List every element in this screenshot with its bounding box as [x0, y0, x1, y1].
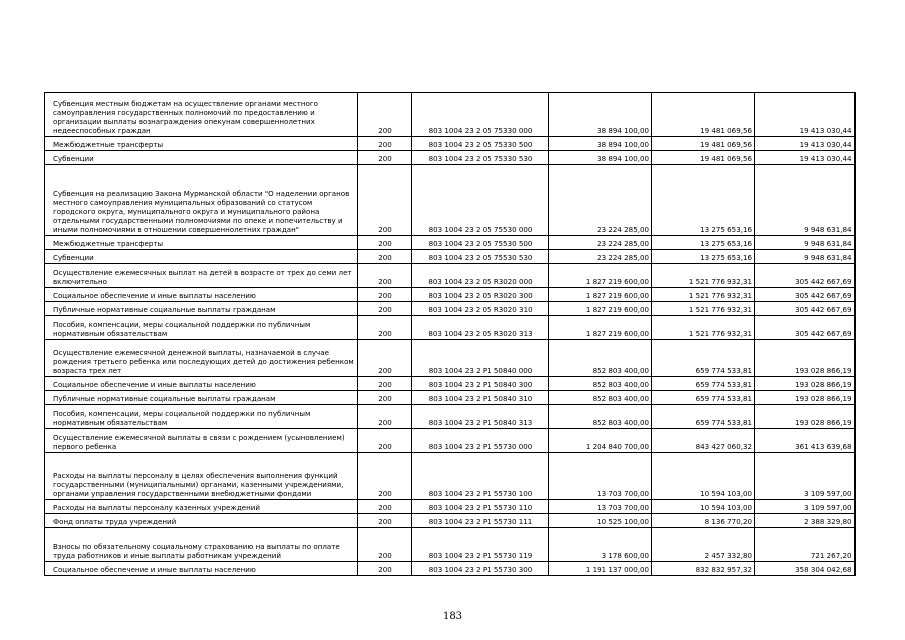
table-row	[45, 429, 855, 453]
executed-amount-cell: 832 832 957,32	[652, 562, 755, 576]
budget-classification-code-cell: 803 1004 23 2 P1 50840 313	[412, 405, 549, 429]
executed-amount-cell: 1 521 776 932,31	[652, 316, 755, 340]
approved-plan-cell: 1 827 219 600,00	[549, 288, 652, 302]
table-row	[45, 514, 855, 528]
approved-plan-cell: 10 525 100,00	[549, 514, 652, 528]
table-row	[45, 340, 855, 377]
executed-amount-cell: 10 594 103,00	[652, 453, 755, 500]
line-code-cell: 200	[358, 288, 412, 302]
unexecuted-amount-cell: 305 442 667,69	[755, 316, 855, 340]
indicator-name-cell: Публичные нормативные социальные выплаты гражданам	[45, 302, 358, 316]
line-code-cell: 200	[358, 429, 412, 453]
indicator-name-cell: Расходы на выплаты персоналу казенных учреждений	[45, 500, 358, 514]
indicator-name-cell: Осуществление ежемесячной денежной выплаты, назначаемой в случае рождения третьего ребенка или последующих детей до достижения ребенком возраста трех лет	[45, 340, 358, 377]
executed-amount-cell: 10 594 103,00	[652, 500, 755, 514]
budget-classification-code-cell: 803 1004 23 2 P1 50840 310	[412, 391, 549, 405]
budget-classification-code-cell: 803 1004 23 2 05 75530 530	[412, 250, 549, 264]
approved-plan-cell: 23 224 285,00	[549, 165, 652, 236]
executed-amount-cell: 659 774 533,81	[652, 377, 755, 391]
budget-classification-code-cell: 803 1004 23 2 P1 55730 111	[412, 514, 549, 528]
table-row	[45, 316, 855, 340]
unexecuted-amount-cell: 193 028 866,19	[755, 391, 855, 405]
unexecuted-amount-cell: 9 948 631,84	[755, 250, 855, 264]
indicator-name-cell: Межбюджетные трансферты	[45, 236, 358, 250]
executed-amount-cell: 13 275 653,16	[652, 236, 755, 250]
unexecuted-amount-cell: 3 109 597,00	[755, 453, 855, 500]
indicator-name-cell: Субвенции	[45, 151, 358, 165]
indicator-name-cell: Взносы по обязательному социальному страхованию на выплаты по оплате труда работников и иные выплаты работникам учреждений	[45, 528, 358, 562]
unexecuted-amount-cell: 305 442 667,69	[755, 264, 855, 288]
approved-plan-cell: 13 703 700,00	[549, 453, 652, 500]
approved-plan-cell: 852 803 400,00	[549, 405, 652, 429]
executed-amount-cell: 2 457 332,80	[652, 528, 755, 562]
unexecuted-amount-cell: 9 948 631,84	[755, 165, 855, 236]
approved-plan-cell: 1 827 219 600,00	[549, 264, 652, 288]
table-row	[45, 250, 855, 264]
line-code-cell: 200	[358, 302, 412, 316]
executed-amount-cell: 19 481 069,56	[652, 93, 755, 137]
budget-classification-code-cell: 803 1004 23 2 05 75330 530	[412, 151, 549, 165]
approved-plan-cell: 1 204 840 700,00	[549, 429, 652, 453]
table-row	[45, 453, 855, 500]
unexecuted-amount-cell: 19 413 030,44	[755, 151, 855, 165]
indicator-name-cell: Субвенции	[45, 250, 358, 264]
budget-classification-code-cell: 803 1004 23 2 05 75530 500	[412, 236, 549, 250]
line-code-cell: 200	[358, 264, 412, 288]
indicator-name-cell: Фонд оплаты труда учреждений	[45, 514, 358, 528]
indicator-name-cell: Публичные нормативные социальные выплаты гражданам	[45, 391, 358, 405]
unexecuted-amount-cell: 2 388 329,80	[755, 514, 855, 528]
table-row	[45, 165, 855, 236]
executed-amount-cell: 19 481 069,56	[652, 137, 755, 151]
line-code-cell: 200	[358, 528, 412, 562]
executed-amount-cell: 1 521 776 932,31	[652, 288, 755, 302]
indicator-name-cell: Социальное обеспечение и иные выплаты населению	[45, 562, 358, 576]
executed-amount-cell: 843 427 060,32	[652, 429, 755, 453]
unexecuted-amount-cell: 358 304 042,68	[755, 562, 855, 576]
table-row	[45, 377, 855, 391]
line-code-cell: 200	[358, 514, 412, 528]
indicator-name-cell: Субвенция на реализацию Закона Мурманской области "О наделении органов местного самоуправления муниципальных образований со статусом городского округа, муниципального округа и муниципального района отдельными государственными полномочиями по опеке и попечительству и иными полномочиями в отношении совершеннолетних граждан"	[45, 165, 358, 236]
approved-plan-cell: 13 703 700,00	[549, 500, 652, 514]
budget-classification-code-cell: 803 1004 23 2 P1 55730 119	[412, 528, 549, 562]
approved-plan-cell: 1 191 137 000,00	[549, 562, 652, 576]
table-body	[45, 93, 855, 576]
table-row	[45, 137, 855, 151]
executed-amount-cell: 19 481 069,56	[652, 151, 755, 165]
line-code-cell: 200	[358, 500, 412, 514]
executed-amount-cell: 13 275 653,16	[652, 165, 755, 236]
budget-classification-code-cell: 803 1004 23 2 05 R3020 313	[412, 316, 549, 340]
line-code-cell: 200	[358, 137, 412, 151]
approved-plan-cell: 38 894 100,00	[549, 151, 652, 165]
line-code-cell: 200	[358, 405, 412, 429]
line-code-cell: 200	[358, 250, 412, 264]
table-row	[45, 264, 855, 288]
indicator-name-cell: Субвенция местным бюджетам на осуществление органами местного самоуправления государственных полномочий по предоставлению и организации выплаты вознаграждения опекунам совершеннолетних недееспособных граждан	[45, 93, 358, 137]
unexecuted-amount-cell: 361 413 639,68	[755, 429, 855, 453]
line-code-cell: 200	[358, 316, 412, 340]
line-code-cell: 200	[358, 377, 412, 391]
budget-classification-code-cell: 803 1004 23 2 P1 50840 300	[412, 377, 549, 391]
budget-classification-code-cell: 803 1004 23 2 P1 55730 300	[412, 562, 549, 576]
executed-amount-cell: 1 521 776 932,31	[652, 264, 755, 288]
executed-amount-cell: 8 136 770,20	[652, 514, 755, 528]
approved-plan-cell: 1 827 219 600,00	[549, 302, 652, 316]
unexecuted-amount-cell: 305 442 667,69	[755, 302, 855, 316]
indicator-name-cell: Пособия, компенсации, меры социальной поддержки по публичным нормативным обязательствам	[45, 316, 358, 340]
indicator-name-cell: Осуществление ежемесячных выплат на детей в возрасте от трех до семи лет включительно	[45, 264, 358, 288]
line-code-cell: 200	[358, 236, 412, 250]
table-row	[45, 93, 855, 137]
unexecuted-amount-cell: 721 267,20	[755, 528, 855, 562]
line-code-cell: 200	[358, 562, 412, 576]
budget-classification-code-cell: 803 1004 23 2 05 R3020 000	[412, 264, 549, 288]
table-row	[45, 302, 855, 316]
line-code-cell: 200	[358, 151, 412, 165]
line-code-cell: 200	[358, 93, 412, 137]
budget-classification-code-cell: 803 1004 23 2 05 R3020 300	[412, 288, 549, 302]
approved-plan-cell: 38 894 100,00	[549, 137, 652, 151]
approved-plan-cell: 23 224 285,00	[549, 236, 652, 250]
executed-amount-cell: 659 774 533,81	[652, 340, 755, 377]
approved-plan-cell: 38 894 100,00	[549, 93, 652, 137]
unexecuted-amount-cell: 19 413 030,44	[755, 137, 855, 151]
approved-plan-cell: 852 803 400,00	[549, 391, 652, 405]
budget-classification-code-cell: 803 1004 23 2 05 75330 000	[412, 93, 549, 137]
indicator-name-cell: Осуществление ежемесячной выплаты в связи с рождением (усыновлением) первого ребенка	[45, 429, 358, 453]
approved-plan-cell: 3 178 600,00	[549, 528, 652, 562]
table-row	[45, 151, 855, 165]
budget-classification-code-cell: 803 1004 23 2 05 75330 500	[412, 137, 549, 151]
approved-plan-cell: 23 224 285,00	[549, 250, 652, 264]
table-row	[45, 405, 855, 429]
budget-classification-code-cell: 803 1004 23 2 P1 55730 100	[412, 453, 549, 500]
line-code-cell: 200	[358, 340, 412, 377]
indicator-name-cell: Социальное обеспечение и иные выплаты населению	[45, 288, 358, 302]
unexecuted-amount-cell: 19 413 030,44	[755, 93, 855, 137]
table-row	[45, 528, 855, 562]
line-code-cell: 200	[358, 391, 412, 405]
approved-plan-cell: 852 803 400,00	[549, 340, 652, 377]
page-number: 183	[442, 611, 463, 622]
budget-classification-code-cell: 803 1004 23 2 P1 55730 110	[412, 500, 549, 514]
unexecuted-amount-cell: 9 948 631,84	[755, 236, 855, 250]
budget-classification-code-cell: 803 1004 23 2 05 75530 000	[412, 165, 549, 236]
approved-plan-cell: 852 803 400,00	[549, 377, 652, 391]
indicator-name-cell: Расходы на выплаты персоналу в целях обеспечения выполнения функций государственными (муниципальными) органами, казенными учреждениями, органами управления государственными внебюджетными фондами	[45, 453, 358, 500]
unexecuted-amount-cell: 305 442 667,69	[755, 288, 855, 302]
unexecuted-amount-cell: 3 109 597,00	[755, 500, 855, 514]
table-row	[45, 236, 855, 250]
line-code-cell: 200	[358, 165, 412, 236]
indicator-name-cell: Социальное обеспечение и иные выплаты населению	[45, 377, 358, 391]
table-row	[45, 562, 855, 576]
unexecuted-amount-cell: 193 028 866,19	[755, 377, 855, 391]
budget-classification-code-cell: 803 1004 23 2 P1 55730 000	[412, 429, 549, 453]
budget-classification-code-cell: 803 1004 23 2 05 R3020 310	[412, 302, 549, 316]
budget-execution-table	[44, 92, 856, 576]
budget-classification-code-cell: 803 1004 23 2 P1 50840 000	[412, 340, 549, 377]
indicator-name-cell: Межбюджетные трансферты	[45, 137, 358, 151]
unexecuted-amount-cell: 193 028 866,19	[755, 405, 855, 429]
table-row	[45, 288, 855, 302]
indicator-name-cell: Пособия, компенсации, меры социальной поддержки по публичным нормативным обязательствам	[45, 405, 358, 429]
approved-plan-cell: 1 827 219 600,00	[549, 316, 652, 340]
table-row	[45, 500, 855, 514]
table-row	[45, 391, 855, 405]
executed-amount-cell: 13 275 653,16	[652, 250, 755, 264]
line-code-cell: 200	[358, 453, 412, 500]
executed-amount-cell: 659 774 533,81	[652, 405, 755, 429]
unexecuted-amount-cell: 193 028 866,19	[755, 340, 855, 377]
executed-amount-cell: 1 521 776 932,31	[652, 302, 755, 316]
budget-table-container	[44, 92, 854, 576]
executed-amount-cell: 659 774 533,81	[652, 391, 755, 405]
